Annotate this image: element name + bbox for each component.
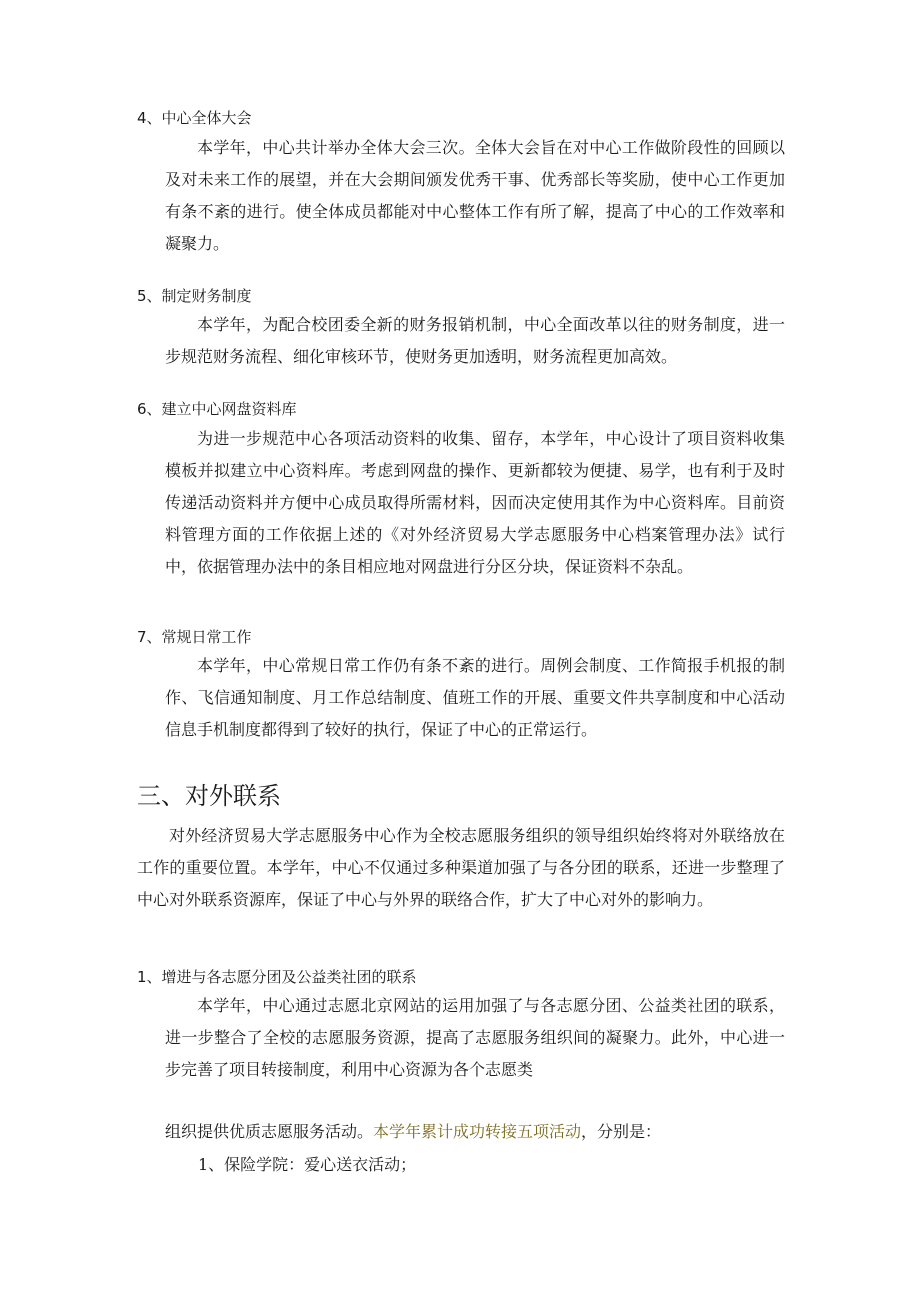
chapter-3-title: 三、对外联系	[137, 782, 281, 810]
continuation-text-after: ，分别是：	[581, 1122, 662, 1141]
section-5-heading: 5、制定财务制度	[137, 287, 252, 305]
subsection-1-body: 本学年，中心通过志愿北京网站的运用加强了与各志愿分团、公益类社团的联系，进一步整合了全校的志愿服务资源，提高了志愿服务组织间的凝聚力。此外，中心进一步完善了项目转接制度，利用中心资源为各个志愿类	[165, 996, 785, 1079]
subsection-1-heading: 1、增进与各志愿分团及公益类社团的联系	[137, 968, 417, 986]
section-4-body: 本学年，中心共计举办全体大会三次。全体大会旨在对中心工作做阶段性的回顾以及对未来工作的展望，并在大会期间颁发优秀干事、优秀部长等奖励，使中心工作更加有条不紊的进行。使全体成员都能对中心整体工作有所了解，提高了中心的工作效率和凝聚力。	[165, 138, 785, 253]
section-7-heading: 7、常规日常工作	[137, 628, 252, 646]
section-6-heading: 6、建立中心网盘资料库	[137, 400, 297, 418]
section-5-body: 本学年，为配合校团委全新的财务报销机制，中心全面改革以往的财务制度，进一步规范财务流程、细化审核环节，使财务更加透明，财务流程更加高效。	[165, 315, 785, 366]
section-6-body: 为进一步规范中心各项活动资料的收集、留存，本学年，中心设计了项目资料收集模板并拟建立中心资料库。考虑到网盘的操作、更新都较为便捷、易学，也有利于及时传递活动资料并方便中心成员取得所需材料，因而决定使用其作为中心资料库。目前资料管理方面的工作依据上述的《对外经济贸易大学志愿服务中心档案管理办法》试行中，依据管理办法中的条目相应地对网盘进行分区分块，保证资料不杂乱。	[165, 429, 785, 576]
continuation-highlight: 本学年累计成功转接五项活动	[373, 1122, 582, 1141]
section-7-body: 本学年，中心常规日常工作仍有条不紊的进行。周例会制度、工作简报手机报的制作、飞信通知制度、月工作总结制度、值班工作的开展、重要文件共享制度和中心活动信息手机制度都得到了较好的执行，保证了中心的正常运行。	[165, 656, 785, 739]
chapter-3-intro: 对外经济贸易大学志愿服务中心作为全校志愿服务组织的领导组织始终将对外联络放在工作的重要位置。本学年，中心不仅通过多种渠道加强了与各分团的联系，还进一步整理了中心对外联系资源库，保证了中心与外界的联络合作，扩大了中心对外的影响力。	[137, 826, 785, 909]
subsection-1-continuation	[165, 1120, 661, 1144]
continuation-text-before: 组织提供优质志愿服务活动。	[165, 1122, 374, 1141]
list-item: 1、保险学院：爱心送衣活动；	[198, 1155, 417, 1174]
section-4-heading: 4、中心全体大会	[137, 109, 252, 127]
